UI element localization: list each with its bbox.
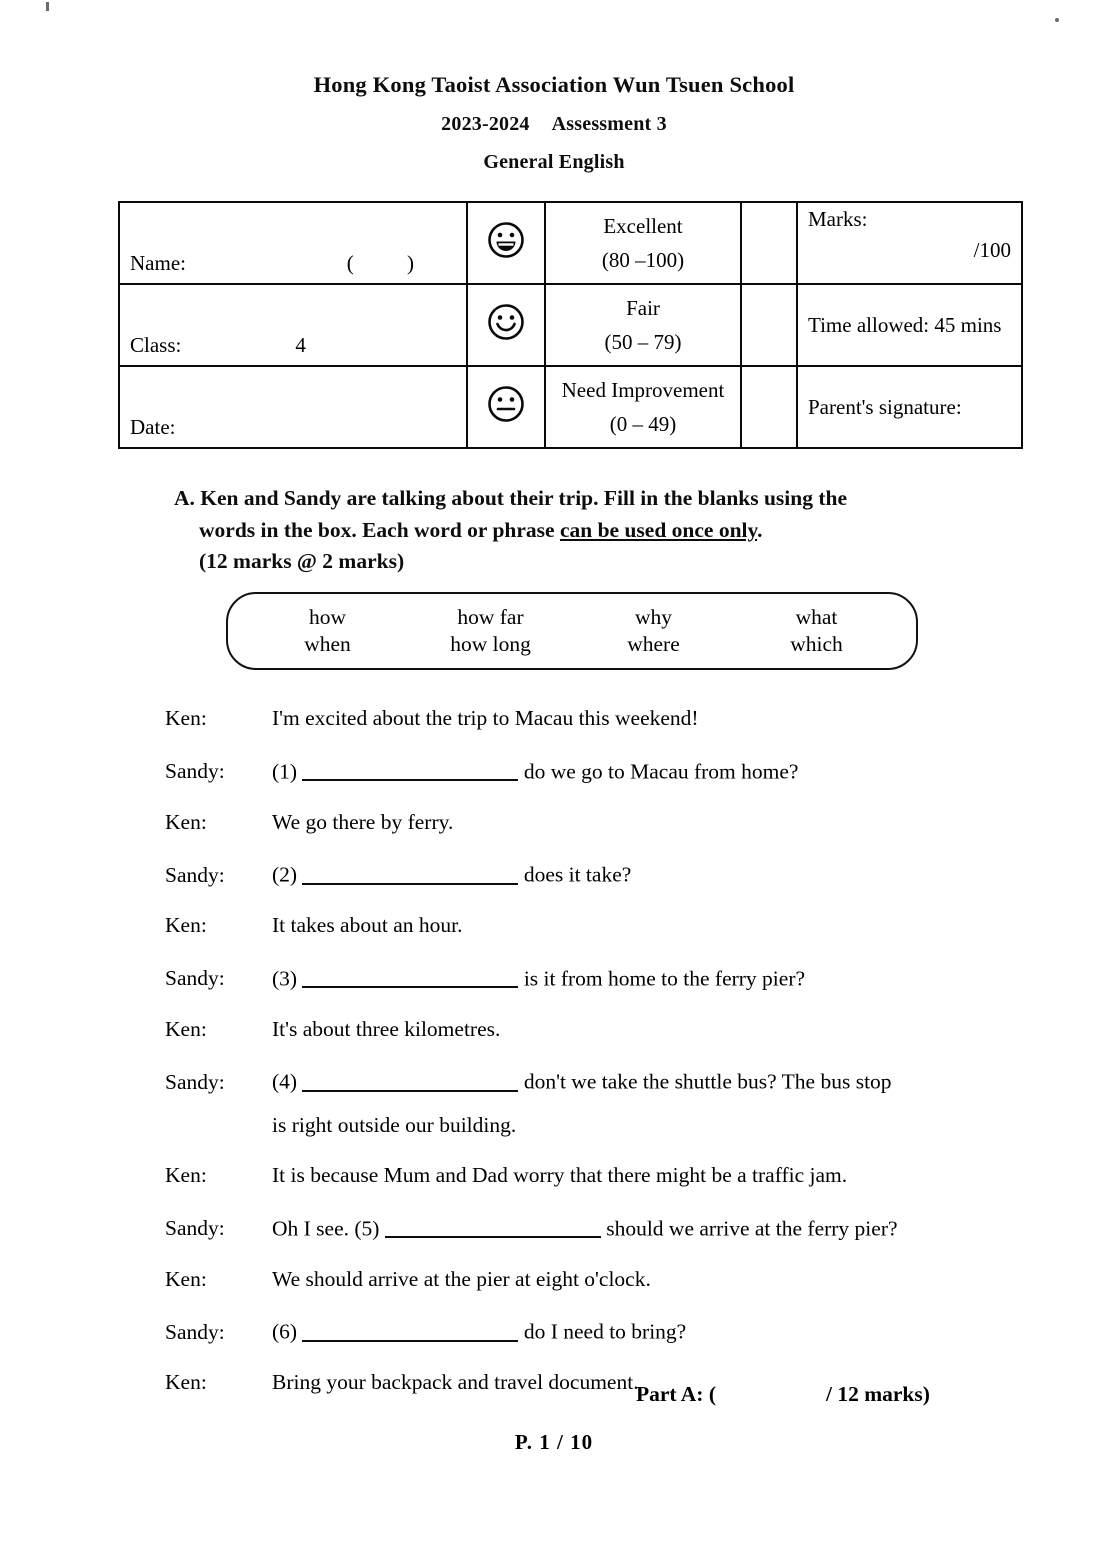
grinning-face-icon [486, 220, 526, 266]
table-row [119, 284, 1022, 366]
dialogue-text [272, 757, 1045, 785]
school-name: Hong Kong Taoist Association Wun Tsuen School [313, 72, 795, 97]
table-row [119, 366, 1022, 448]
class-label: Class: [130, 333, 182, 357]
rating-range: (80 –100) [601, 248, 685, 272]
part-a-total [636, 1382, 930, 1407]
dialogue-line [165, 757, 1045, 785]
part-a-total-marks: / 12 marks) [826, 1382, 930, 1406]
dialogue-line [165, 1067, 1045, 1095]
dialogue-list [165, 706, 1045, 1421]
dialogue-line [165, 706, 1045, 731]
speaker-label: Sandy: [165, 1069, 225, 1094]
speaker-label: Ken: [165, 1163, 207, 1188]
rating-name: Need Improvement [561, 377, 725, 402]
dialogue-continuation: is right outside our building. [272, 1112, 517, 1137]
rating-excellent-cell [545, 202, 741, 284]
rating-fair-cell [545, 284, 741, 366]
blank-number: (4) [272, 1069, 298, 1094]
word-bank-item[interactable]: where [627, 632, 680, 656]
word-bank-item[interactable]: how long [450, 632, 531, 656]
speaker-label: Sandy: [165, 862, 225, 887]
answer-blank-2[interactable] [302, 860, 518, 885]
marks-cell[interactable] [797, 202, 1022, 284]
rating-name: Fair [626, 295, 660, 320]
dialogue-text [272, 964, 1045, 992]
class-number-paren: ( ) [346, 251, 438, 275]
dialogue-text-after: do we go to Macau from home? [523, 759, 799, 784]
dialogue-line [165, 1317, 1045, 1345]
parent-signature-label: Parent's signature: [808, 394, 962, 419]
date-label: Date: [130, 415, 176, 439]
instruction-line-1: A. Ken and Sandy are talking about their trip. Fill in the blanks using the [174, 486, 848, 510]
dialogue-text: It is because Mum and Dad worry that there might be a traffic jam. [272, 1163, 848, 1188]
dialogue-line [165, 1163, 1045, 1188]
word-bank-item[interactable]: how far [457, 604, 524, 629]
academic-year: 2023-2024 [441, 113, 530, 135]
name-cell[interactable] [119, 202, 467, 284]
blank-number: (3) [272, 966, 298, 991]
student-info-table [118, 201, 1023, 449]
tick-value [742, 276, 796, 283]
speaker-label: Ken: [165, 706, 207, 730]
grinning-face-cell [467, 202, 545, 284]
dialogue-text-after: is it from home to the ferry pier? [523, 966, 806, 991]
neutral-face-cell [467, 366, 545, 448]
scan-artifact-top-right [1055, 18, 1059, 22]
table-row [119, 202, 1022, 284]
rating-need-improvement-cell [545, 366, 741, 448]
dialogue-text: I'm excited about the trip to Macau this weekend! [272, 706, 699, 730]
speaker-label: Ken: [165, 1016, 207, 1041]
rating-name: Excellent [603, 213, 683, 238]
instruction-line-2-post: . [757, 517, 763, 542]
part-a-instructions [174, 483, 974, 578]
dialogue-text-after: does it take? [523, 862, 632, 887]
blank-number: (5) [354, 1216, 380, 1241]
dialogue-line [165, 964, 1045, 992]
instruction-emphasis: can be used once only [559, 517, 758, 542]
speaker-label: Ken: [165, 809, 207, 834]
dialogue-line [165, 810, 1045, 835]
dialogue-line [165, 1214, 1045, 1242]
blank-number: (6) [272, 1319, 298, 1344]
tick-box-fair[interactable] [741, 284, 797, 366]
assessment-line [0, 113, 1108, 136]
speaker-label: Ken: [165, 913, 207, 938]
date-cell[interactable] [119, 366, 467, 448]
tick-box-need-improvement[interactable] [741, 366, 797, 448]
answer-blank-5[interactable] [385, 1214, 601, 1239]
class-value: 4 [295, 333, 306, 357]
neutral-face-icon [486, 384, 526, 430]
smiling-face-cell [467, 284, 545, 366]
rating-range: (50 – 79) [604, 330, 682, 354]
speaker-label: Sandy: [165, 1319, 225, 1344]
speaker-label: Ken: [165, 1266, 207, 1291]
word-bank-item[interactable]: when [304, 632, 351, 656]
dialogue-line [165, 1267, 1045, 1292]
dialogue-text-after: don't we take the shuttle bus? The bus stop [523, 1069, 892, 1094]
speaker-label: Sandy: [165, 966, 225, 991]
answer-blank-3[interactable] [302, 964, 518, 989]
assessment-title: Assessment 3 [551, 113, 667, 135]
document-header [0, 72, 1108, 174]
word-bank-item[interactable]: why [634, 604, 673, 629]
dialogue-line [165, 913, 1045, 938]
word-bank-grid [228, 594, 916, 668]
dialogue-text: It's about three kilometres. [272, 1016, 501, 1041]
dialogue-line [165, 1017, 1045, 1042]
marks-total: /100 [973, 238, 1011, 262]
dialogue-text [272, 1214, 1045, 1242]
class-cell[interactable] [119, 284, 467, 366]
dialogue-text-after: should we arrive at the ferry pier? [606, 1216, 898, 1241]
dialogue-text: Bring your backpack and travel document. [272, 1370, 639, 1395]
dialogue-text [272, 860, 1045, 888]
marks-label: Marks: [808, 207, 868, 231]
tick-box-excellent[interactable] [741, 202, 797, 284]
word-bank-item[interactable]: which [790, 632, 843, 656]
tick-value [742, 358, 796, 365]
scan-artifact-top-left [46, 2, 49, 11]
dialogue-text-before: Oh I see. [272, 1216, 350, 1241]
smiling-face-icon [486, 302, 526, 348]
word-bank-box [226, 592, 918, 670]
speaker-label: Sandy: [165, 1216, 225, 1241]
dialogue-text [272, 1067, 1045, 1095]
blank-number: (2) [272, 862, 298, 887]
dialogue-text: We go there by ferry. [272, 809, 454, 834]
dialogue-line [165, 860, 1045, 888]
time-allowed-label: Time allowed: 45 mins [808, 312, 1002, 337]
speaker-label: Ken: [165, 1370, 207, 1395]
dialogue-text: It takes about an hour. [272, 913, 463, 938]
word-bank-item[interactable]: how [308, 604, 347, 629]
page-number: P. 1 / 10 [514, 1430, 594, 1454]
blank-number: (1) [272, 759, 298, 784]
dialogue-text-after: do I need to bring? [523, 1319, 687, 1344]
answer-blank-6[interactable] [302, 1317, 518, 1342]
speaker-label: Sandy: [165, 759, 225, 784]
answer-blank-1[interactable] [302, 757, 518, 782]
time-allowed-cell [797, 284, 1022, 366]
word-bank-item[interactable]: what [795, 604, 838, 629]
name-label: Name: [130, 251, 186, 275]
dialogue-text [272, 1317, 1045, 1345]
instruction-line-2 [174, 515, 974, 547]
parent-signature-cell[interactable] [797, 366, 1022, 448]
part-a-total-label: Part A: ( [636, 1382, 716, 1406]
tick-value [742, 440, 796, 447]
answer-blank-4[interactable] [302, 1067, 518, 1092]
instruction-line-2-pre: words in the box. Each word or phrase [199, 517, 560, 542]
rating-range: (0 – 49) [609, 412, 677, 436]
instruction-marks: (12 marks @ 2 marks) [199, 549, 405, 574]
subject-title: General English [483, 151, 625, 173]
dialogue-text: We should arrive at the pier at eight o'clock. [272, 1266, 651, 1291]
